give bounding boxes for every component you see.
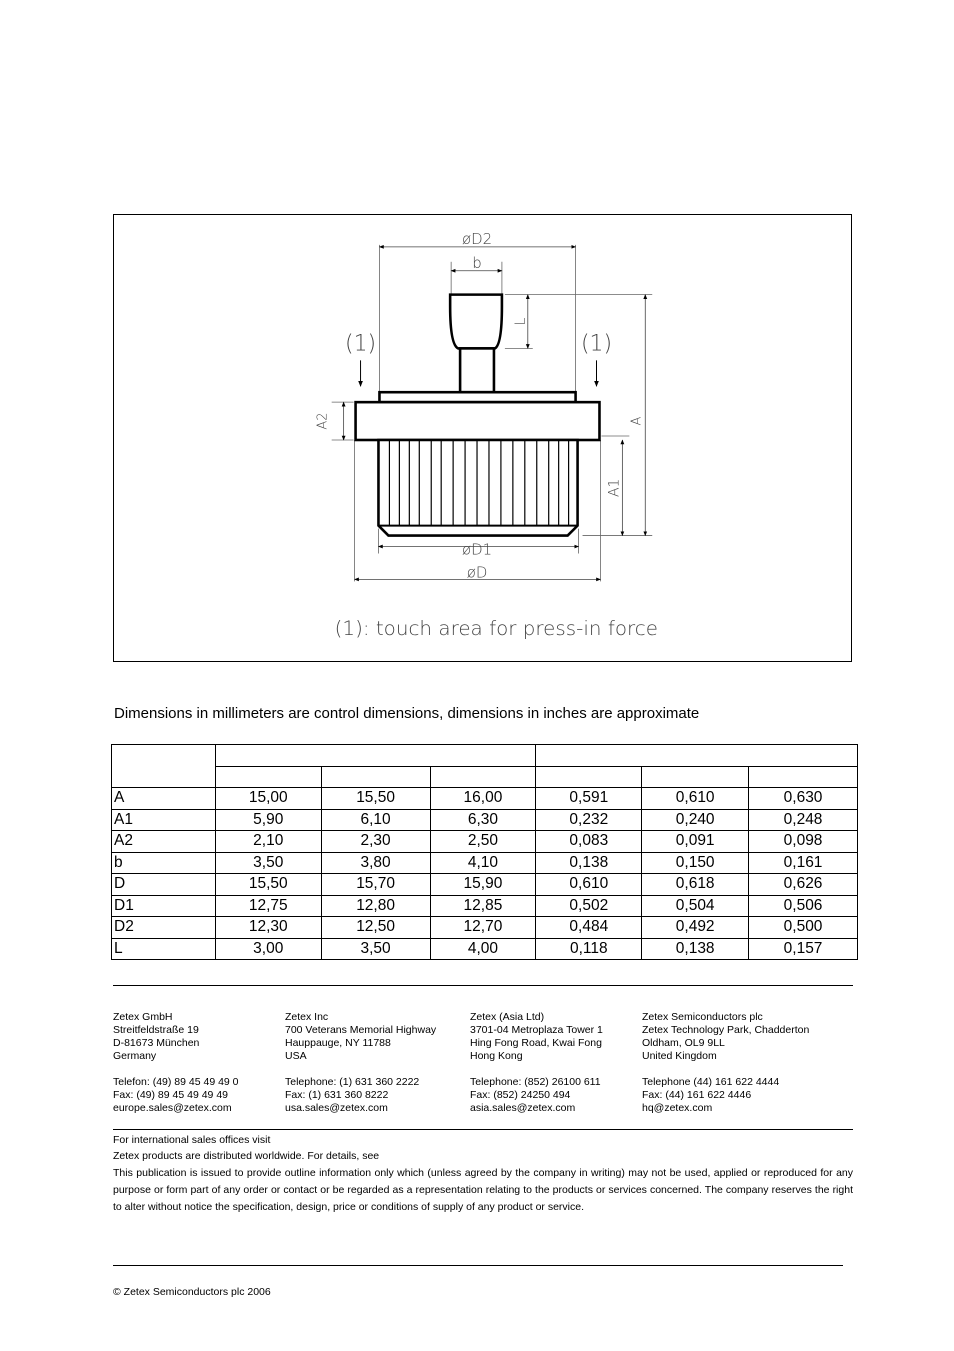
office-fax: Fax: (1) 631 360 8222 [285, 1089, 389, 1101]
marker-right: (1) [580, 331, 612, 357]
value-cell: 3,50 [321, 938, 430, 960]
table-row [112, 809, 858, 831]
office-address-line: D-81673 München [113, 1037, 200, 1049]
value-cell: 0,504 [642, 895, 749, 917]
label-d2: øD2 [461, 229, 493, 248]
office-address-line: Hong Kong [470, 1050, 523, 1062]
value-cell: 0,610 [536, 874, 642, 896]
value-cell: 0,618 [642, 874, 749, 896]
table-row [112, 938, 858, 960]
header-cell [536, 767, 642, 788]
value-cell: 0,630 [749, 788, 858, 810]
header-cell [430, 767, 536, 788]
header-cell [642, 767, 749, 788]
value-cell: 0,150 [642, 852, 749, 874]
dim-name: D [112, 874, 216, 896]
value-cell: 15,70 [321, 874, 430, 896]
dim-name: A2 [112, 831, 216, 853]
value-cell: 0,161 [749, 852, 858, 874]
dim-name: D1 [112, 895, 216, 917]
value-cell: 2,50 [430, 831, 536, 853]
value-cell: 0,138 [642, 938, 749, 960]
office-uk [642, 1011, 809, 1115]
value-cell: 4,10 [430, 852, 536, 874]
office-phone: Telephone: (852) 26100 611 [470, 1076, 601, 1088]
dim-name: D2 [112, 917, 216, 939]
package-drawing [113, 214, 852, 662]
value-cell: 0,500 [749, 917, 858, 939]
office-address-line: Streitfeldstraße 19 [113, 1024, 199, 1036]
office-address-line: Zetex Technology Park, Chadderton [642, 1024, 810, 1036]
value-cell: 0,484 [536, 917, 642, 939]
press-fit-diode-outline [114, 215, 851, 661]
table-row [112, 852, 858, 874]
office-address-line: USA [285, 1050, 307, 1062]
office-asia [470, 1011, 603, 1115]
office-address-line: Hing Fong Road, Kwai Fong [470, 1037, 602, 1049]
table-row [112, 895, 858, 917]
value-cell: 15,00 [215, 788, 321, 810]
dimensions-table [111, 744, 858, 960]
office-email: usa.sales@zetex.com [285, 1102, 388, 1114]
value-cell: 2,10 [215, 831, 321, 853]
table-row [112, 917, 858, 939]
label-a2: A2 [315, 412, 331, 430]
office-germany [113, 1011, 239, 1115]
value-cell: 0,506 [749, 895, 858, 917]
divider [113, 985, 853, 986]
office-address-line: Hauppauge, NY 11788 [285, 1037, 391, 1049]
office-phone: Telephone: (1) 631 360 2222 [285, 1076, 420, 1088]
marker-left: (1) [345, 331, 377, 357]
value-cell: 0,240 [642, 809, 749, 831]
drawing-caption: (1): touch area for press-in force [334, 617, 658, 641]
office-email: asia.sales@zetex.com [470, 1102, 576, 1114]
label-d: øD [466, 563, 488, 582]
office-phone: Telefon: (49) 89 45 49 49 0 [113, 1076, 239, 1088]
value-cell: 6,10 [321, 809, 430, 831]
office-fax: Fax: (44) 161 622 4446 [642, 1089, 752, 1101]
value-cell: 3,80 [321, 852, 430, 874]
value-cell: 6,30 [430, 809, 536, 831]
value-cell: 16,00 [430, 788, 536, 810]
value-cell: 2,30 [321, 831, 430, 853]
office-email: europe.sales@zetex.com [113, 1102, 232, 1114]
table-row [112, 788, 858, 810]
value-cell: 0,091 [642, 831, 749, 853]
header-mm-cell [215, 745, 536, 767]
office-address-line: Oldham, OL9 9LL [642, 1037, 725, 1049]
dim-name: L [112, 938, 216, 960]
dim-name: A1 [112, 809, 216, 831]
value-cell: 15,50 [215, 874, 321, 896]
office-address-line: 3701-04 Metroplaza Tower 1 [470, 1024, 603, 1036]
value-cell: 3,00 [215, 938, 321, 960]
value-cell: 0,502 [536, 895, 642, 917]
table-subheader-row [112, 767, 858, 788]
value-cell: 15,50 [321, 788, 430, 810]
dim-name: b [112, 852, 216, 874]
value-cell: 5,90 [215, 809, 321, 831]
dim-name: A [112, 788, 216, 810]
divider [113, 1129, 853, 1130]
value-cell: 0,083 [536, 831, 642, 853]
office-address-line: United Kingdom [642, 1050, 717, 1062]
office-name: Zetex GmbH [113, 1011, 173, 1023]
value-cell: 12,70 [430, 917, 536, 939]
office-fax: Fax: (852) 24250 494 [470, 1089, 571, 1101]
value-cell: 0,098 [749, 831, 858, 853]
value-cell: 0,492 [642, 917, 749, 939]
office-name: Zetex (Asia Ltd) [470, 1011, 545, 1023]
value-cell: 0,626 [749, 874, 858, 896]
table-row [112, 831, 858, 853]
header-dim-cell [112, 745, 216, 788]
header-inch-cell [536, 745, 858, 767]
office-name: Zetex Semiconductors plc [642, 1011, 763, 1023]
value-cell: 12,80 [321, 895, 430, 917]
value-cell: 0,157 [749, 938, 858, 960]
header-cell [215, 767, 321, 788]
office-name: Zetex Inc [285, 1011, 329, 1023]
label-a: A [629, 416, 645, 426]
office-address-line: 700 Veterans Memorial Highway [285, 1024, 437, 1036]
divider [113, 1265, 843, 1266]
value-cell: 3,50 [215, 852, 321, 874]
header-cell [321, 767, 430, 788]
table-header-row [112, 745, 858, 767]
label-b: b [472, 253, 482, 272]
value-cell: 12,50 [321, 917, 430, 939]
office-address-line: Germany [113, 1050, 157, 1062]
value-cell: 15,90 [430, 874, 536, 896]
label-d1: øD1 [461, 540, 493, 559]
international-offices-text: For international sales offices visit [113, 1134, 271, 1146]
value-cell: 0,232 [536, 809, 642, 831]
office-usa [285, 1011, 436, 1115]
value-cell: 12,30 [215, 917, 321, 939]
office-fax: Fax: (49) 89 45 49 49 49 [113, 1089, 228, 1101]
value-cell: 0,138 [536, 852, 642, 874]
disclaimer-text: This publication is issued to provide outline information only which (unless agreed by the company in writing) may not be used, applied or reproduced for any purpose or form part of any order or contact or be regarded as a representation relating to the products or services concerned. The company reserves the right to alter without notice the specification, design, price or conditions of supply of any product or service. [113, 1167, 853, 1213]
office-phone: Telephone (44) 161 622 4444 [642, 1076, 780, 1088]
value-cell: 0,591 [536, 788, 642, 810]
copyright-text: © Zetex Semiconductors plc 2006 [113, 1286, 271, 1298]
dimensions-note: Dimensions in millimeters are control dimensions, dimensions in inches are approximate [114, 705, 700, 722]
value-cell: 0,248 [749, 809, 858, 831]
header-cell [749, 767, 858, 788]
label-l: L [512, 317, 529, 326]
value-cell: 0,118 [536, 938, 642, 960]
value-cell: 4,00 [430, 938, 536, 960]
distribution-text: Zetex products are distributed worldwide. For details, see [113, 1150, 380, 1162]
office-email: hq@zetex.com [642, 1102, 713, 1114]
value-cell: 0,610 [642, 788, 749, 810]
value-cell: 12,75 [215, 895, 321, 917]
label-a1: A1 [606, 478, 623, 497]
value-cell: 12,85 [430, 895, 536, 917]
table-row [112, 874, 858, 896]
